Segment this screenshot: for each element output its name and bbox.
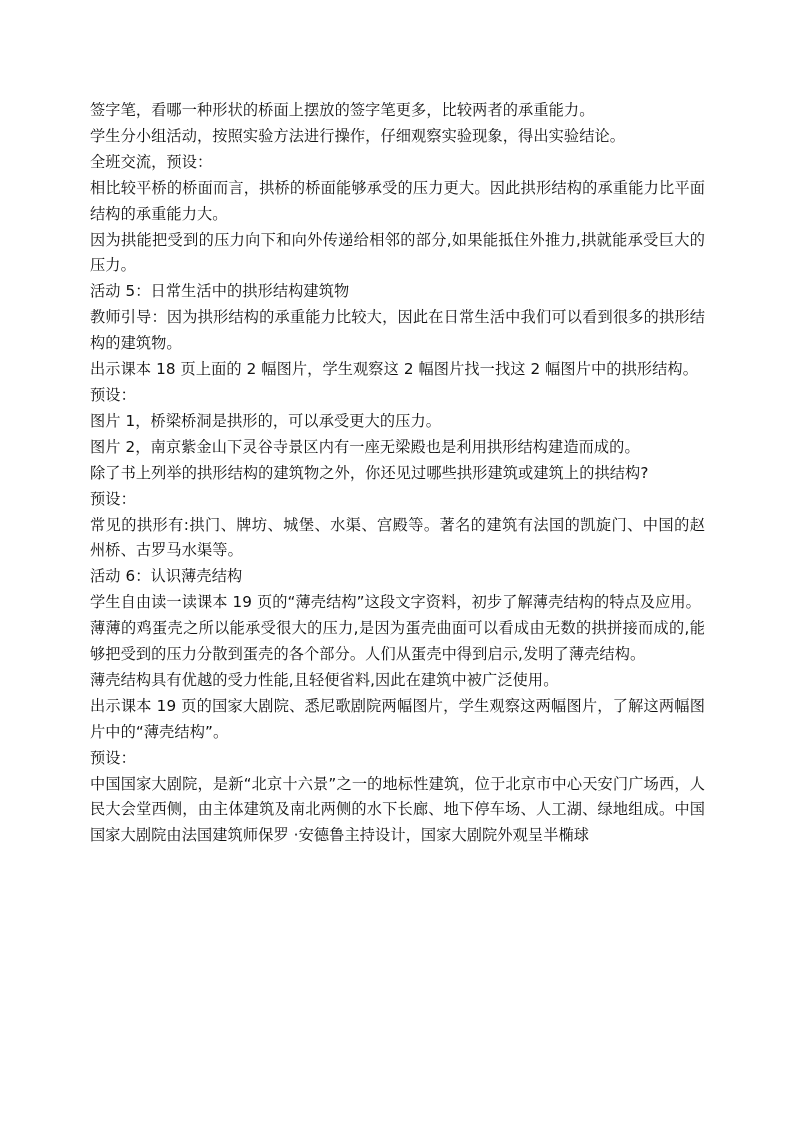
paragraph: 预设：	[90, 385, 136, 404]
paragraph: 预设：	[90, 489, 136, 508]
paragraph: 学生自由读一读课本 19 页的“薄壳结构”这段文字资料，初步了解薄壳结构的特点及应用。	[90, 593, 701, 612]
paragraph: 出示课本 18 页上面的 2 幅图片，学生观察这 2 幅图片找一找这 2 幅图片中的拱形结构。	[90, 360, 699, 379]
paragraph: 图片 2，南京紫金山下灵谷寺景区内有一座无梁殿也是利用拱形结构建造而成的。	[90, 437, 640, 456]
section-heading: 活动 5：日常生活中的拱形结构建筑物	[90, 282, 350, 301]
paragraph: 教师引导：因为拱形结构的承重能力比较大，因此在日常生活中我们可以看到很多的拱形结构的建筑物。	[90, 308, 705, 353]
paragraph: 预设：	[90, 748, 136, 767]
paragraph: 签字笔，看哪一种形状的桥面上摆放的签字笔更多，比较两者的承重能力。	[90, 101, 595, 119]
section-heading: 活动 6：认识薄壳结构	[90, 567, 243, 586]
paragraph: 出示课本 19 页的国家大剧院、悉尼歌剧院两幅图片，学生观察这两幅图片，了解这两幅图片中的“薄壳结构”。	[90, 696, 705, 741]
paragraph: 学生分小组活动，按照实验方法进行操作，仔细观察实验现象，得出实验结论。	[90, 126, 626, 145]
paragraph: 图片 1，桥梁桥洞是拱形的，可以承受更大的压力。	[90, 411, 442, 430]
document-body	[90, 98, 705, 849]
paragraph: 全班交流，预设：	[90, 152, 213, 171]
paragraph: 薄薄的鸡蛋壳之所以能承受很大的压力,是因为蛋壳曲面可以看成由无数的拱拼接而成的,能够把受到的压力分散到蛋壳的各个部分。人们从蛋壳中得到启示,发明了薄壳结构。	[90, 619, 705, 664]
paragraph: 相比较平桥的桥面而言，拱桥的桥面能够承受的压力更大。因此拱形结构的承重能力比平面结构的承重能力大。	[90, 178, 705, 223]
paragraph: 常见的拱形有:拱门、牌坊、城堡、水渠、宫殿等。著名的建筑有法国的凯旋门、中国的赵州桥、古罗马水渠等。	[90, 515, 705, 560]
paragraph: 中国国家大剧院，是新“北京十六景”之一的地标性建筑，位于北京市中心天安门广场西，人民大会堂西侧，由主体建筑及南北两侧的水下长廊、地下停车场、人工湖、绿地组成。中国国家大剧院由法国建筑师保罗 ·安德鲁主持设计，国家大剧院外观呈半椭球	[90, 774, 705, 845]
paragraph: 薄壳结构具有优越的受力性能,且轻便省料,因此在建筑中被广泛使用。	[90, 670, 559, 689]
paragraph: 因为拱能把受到的压力向下和向外传递给相邻的部分,如果能抵住外推力,拱就能承受巨大的压力。	[90, 230, 705, 275]
paragraph: 除了书上列举的拱形结构的建筑物之外，你还见过哪些拱形建筑或建筑上的拱结构?	[90, 463, 649, 482]
